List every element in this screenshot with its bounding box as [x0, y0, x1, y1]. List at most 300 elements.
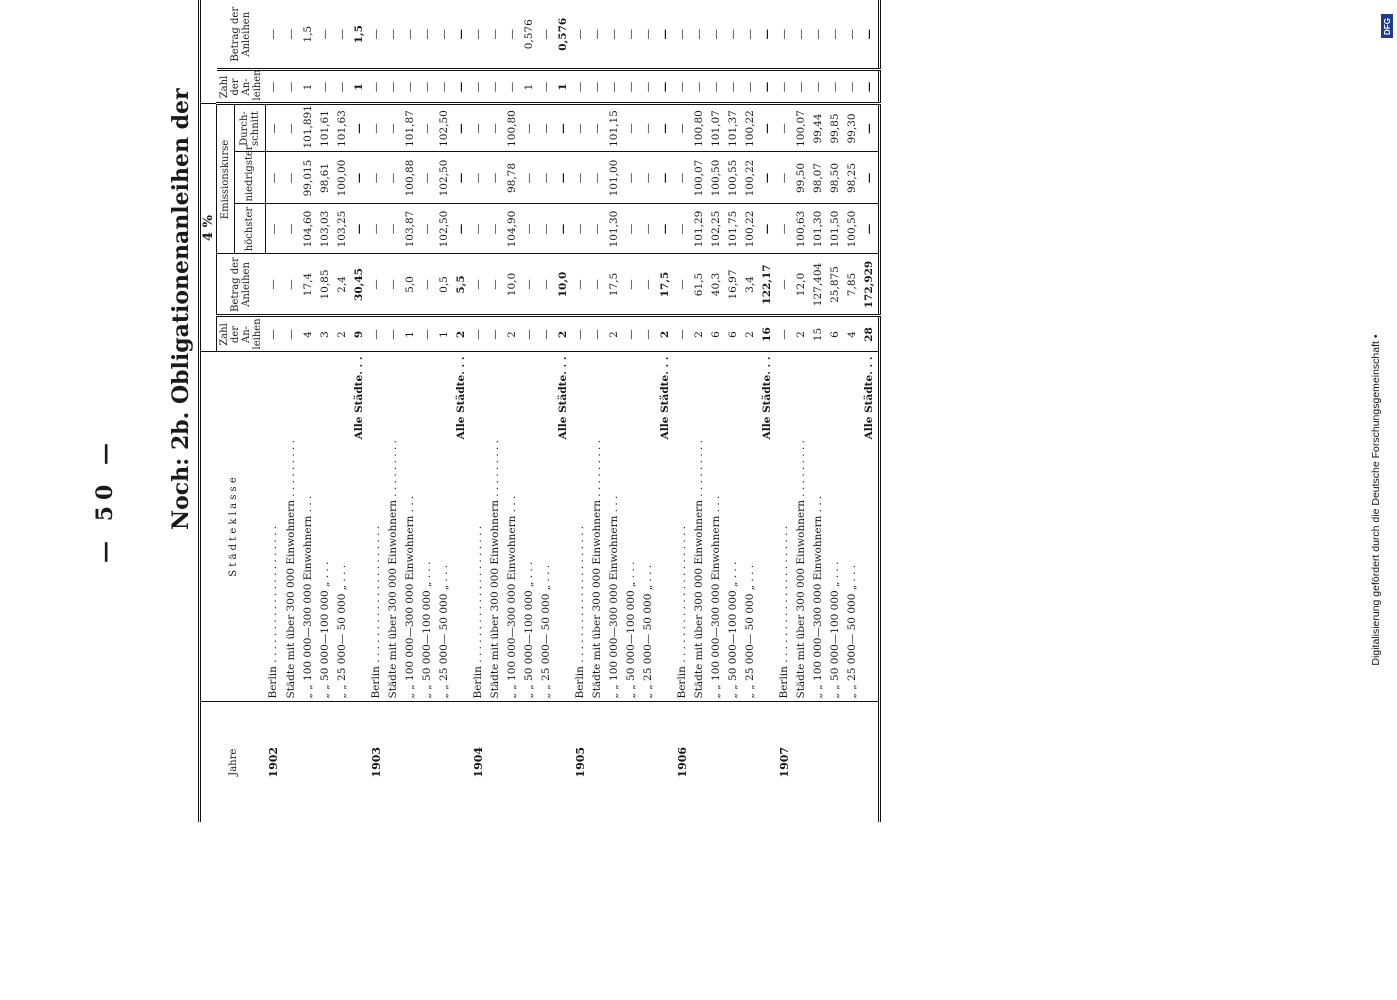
- lowest-rate-cell: —: [861, 152, 880, 204]
- amount-cell: 122,17: [759, 254, 776, 316]
- amount-cell-2: —: [402, 0, 419, 70]
- table-row: [521, 0, 538, 822]
- year-cell: [810, 702, 827, 822]
- lowest-rate-cell: —: [283, 152, 300, 204]
- highest-rate-cell: 103,87: [402, 204, 419, 254]
- lowest-rate-cell: 98,61: [317, 152, 334, 204]
- lowest-rate-cell: —: [521, 152, 538, 204]
- table-row: [810, 0, 827, 822]
- highest-rate-cell: —: [657, 204, 674, 254]
- highest-rate-cell: —: [419, 204, 436, 254]
- lowest-rate-cell: 99,50: [793, 152, 810, 204]
- city-class-cell: „ „ 25 000— 50 000 „ . . .: [844, 352, 861, 702]
- count-cell-2: —: [470, 70, 487, 104]
- count-cell-2: —: [708, 70, 725, 104]
- count-cell-2: 1: [555, 70, 572, 104]
- average-rate-cell: —: [470, 104, 487, 152]
- year-cell: [606, 702, 623, 822]
- count-cell-2: —: [572, 70, 589, 104]
- table-row: [265, 0, 283, 822]
- lowest-rate-cell: —: [657, 152, 674, 204]
- amount-cell: 17,4: [300, 254, 317, 316]
- highest-rate-cell: —: [555, 204, 572, 254]
- count-cell-2: —: [844, 70, 861, 104]
- header-zahl-2: Zahl der An-leihen: [217, 70, 266, 104]
- count-cell: 2: [793, 316, 810, 352]
- average-rate-cell: —: [555, 104, 572, 152]
- highest-rate-cell: 100,22: [742, 204, 759, 254]
- table-row: [283, 0, 300, 822]
- city-class-cell: „ „ 25 000— 50 000 „ . . .: [640, 352, 657, 702]
- highest-rate-cell: —: [351, 204, 368, 254]
- average-rate-cell: 101,07: [708, 104, 725, 152]
- city-class-cell: Berlin . . . . . . . . . . . . . . . . . . . . .: [265, 352, 283, 702]
- table-row: [317, 0, 334, 822]
- lowest-rate-cell: —: [674, 152, 691, 204]
- lowest-rate-cell: 102,50: [436, 152, 453, 204]
- count-cell-2: —: [691, 70, 708, 104]
- count-cell: 15: [810, 316, 827, 352]
- year-cell: 1904: [471, 746, 485, 778]
- average-rate-cell: —: [538, 104, 555, 152]
- average-rate-cell: 101,15: [606, 104, 623, 152]
- table-row: [470, 0, 487, 822]
- average-rate-cell: 101,37: [725, 104, 742, 152]
- city-class-cell: „ „ 100 000—300 000 Einwohnern . . .: [810, 352, 827, 702]
- page-number: — 50 —: [92, 437, 118, 563]
- lowest-rate-cell: 100,50: [708, 152, 725, 204]
- count-cell: —: [572, 316, 589, 352]
- amount-cell-2: —: [776, 0, 793, 70]
- count-cell-2: —: [861, 70, 880, 104]
- table-row: [708, 0, 725, 822]
- highest-rate-cell: —: [776, 204, 793, 254]
- amount-cell: —: [674, 254, 691, 316]
- average-rate-cell: —: [265, 104, 283, 152]
- average-rate-cell: —: [487, 104, 504, 152]
- amount-cell-2: —: [453, 0, 470, 70]
- year-cell: [793, 702, 810, 822]
- highest-rate-cell: 100,63: [793, 204, 810, 254]
- amount-cell-2: —: [265, 0, 283, 70]
- city-class-cell: Alle Städte. . .: [555, 352, 572, 702]
- average-rate-cell: 100,07: [793, 104, 810, 152]
- amount-cell-2: —: [742, 0, 759, 70]
- header-staedteklasse: S t ä d t e k l a s s e: [200, 352, 266, 702]
- city-class-cell: Städte mit über 300 000 Einwohnern . . . . . . . . .: [487, 352, 504, 702]
- count-cell: 4: [300, 316, 317, 352]
- count-cell-2: —: [742, 70, 759, 104]
- city-class-cell: Alle Städte. . .: [861, 352, 880, 702]
- amount-cell-2: —: [691, 0, 708, 70]
- year-cell: [844, 702, 861, 822]
- table-row: [419, 0, 436, 822]
- header-niedrigster: niedrigster: [235, 152, 265, 204]
- average-rate-cell: —: [623, 104, 640, 152]
- amount-cell: —: [776, 254, 793, 316]
- count-cell: 2: [742, 316, 759, 352]
- amount-cell: —: [487, 254, 504, 316]
- highest-rate-cell: 101,30: [810, 204, 827, 254]
- header-jahre: Jahre: [227, 748, 239, 776]
- lowest-rate-cell: —: [368, 152, 385, 204]
- highest-rate-cell: —: [385, 204, 402, 254]
- table-row: [623, 0, 640, 822]
- lowest-rate-cell: —: [470, 152, 487, 204]
- table-row: [300, 0, 317, 822]
- city-class-cell: „ „ 50 000—100 000 „ . . .: [623, 352, 640, 702]
- highest-rate-cell: —: [623, 204, 640, 254]
- year-cell: [317, 702, 334, 822]
- year-cell: 1902: [267, 746, 281, 778]
- count-cell-2: —: [657, 70, 674, 104]
- average-rate-cell: —: [759, 104, 776, 152]
- highest-rate-cell: 104,60: [300, 204, 317, 254]
- highest-rate-cell: —: [572, 204, 589, 254]
- city-class-cell: „ „ 25 000— 50 000 „ . . .: [538, 352, 555, 702]
- count-cell: 6: [725, 316, 742, 352]
- count-cell-2: —: [283, 70, 300, 104]
- average-rate-cell: —: [572, 104, 589, 152]
- count-cell: —: [283, 316, 300, 352]
- count-cell-2: —: [402, 70, 419, 104]
- amount-cell: —: [283, 254, 300, 316]
- count-cell-2: 1: [521, 70, 538, 104]
- amount-cell: 7,85: [844, 254, 861, 316]
- lowest-rate-cell: —: [555, 152, 572, 204]
- average-rate-cell: —: [674, 104, 691, 152]
- highest-rate-cell: 102,25: [708, 204, 725, 254]
- year-cell: [504, 702, 521, 822]
- amount-cell: 10,0: [555, 254, 572, 316]
- amount-cell: 127,404: [810, 254, 827, 316]
- average-rate-cell: —: [521, 104, 538, 152]
- year-cell: [334, 702, 351, 822]
- year-cell: [453, 702, 470, 822]
- average-rate-cell: 99,30: [844, 104, 861, 152]
- amount-cell-2: —: [810, 0, 827, 70]
- lowest-rate-cell: —: [640, 152, 657, 204]
- amount-cell-2: —: [793, 0, 810, 70]
- highest-rate-cell: —: [521, 204, 538, 254]
- amount-cell: 25,875: [827, 254, 844, 316]
- highest-rate-cell: 104,90: [504, 204, 521, 254]
- count-cell: —: [521, 316, 538, 352]
- table-row: [674, 0, 691, 822]
- count-cell: —: [674, 316, 691, 352]
- year-cell: [385, 702, 402, 822]
- count-cell: —: [640, 316, 657, 352]
- count-cell: —: [776, 316, 793, 352]
- table-row: [589, 0, 606, 822]
- amount-cell-2: —: [827, 0, 844, 70]
- count-cell-2: —: [810, 70, 827, 104]
- count-cell: 2: [691, 316, 708, 352]
- count-cell-2: —: [317, 70, 334, 104]
- year-cell: [521, 702, 538, 822]
- highest-rate-cell: —: [453, 204, 470, 254]
- city-class-cell: Alle Städte. . .: [453, 352, 470, 702]
- year-cell: [708, 702, 725, 822]
- lowest-rate-cell: —: [487, 152, 504, 204]
- amount-cell-2: —: [283, 0, 300, 70]
- count-cell-2: —: [504, 70, 521, 104]
- highest-rate-cell: 101,50: [827, 204, 844, 254]
- count-cell-2: —: [453, 70, 470, 104]
- count-cell-2: —: [334, 70, 351, 104]
- highest-rate-cell: —: [589, 204, 606, 254]
- lowest-rate-cell: 98,50: [827, 152, 844, 204]
- table-total-row: [351, 0, 368, 822]
- lowest-rate-cell: —: [453, 152, 470, 204]
- highest-rate-cell: —: [640, 204, 657, 254]
- table-title: Noch: 2b. Obligationenanleihen der: [168, 88, 194, 530]
- lowest-rate-cell: —: [589, 152, 606, 204]
- amount-cell: —: [385, 254, 402, 316]
- count-cell-2: —: [385, 70, 402, 104]
- amount-cell: 3,4: [742, 254, 759, 316]
- bond-issues-table: [198, 0, 881, 822]
- amount-cell: —: [419, 254, 436, 316]
- average-rate-cell: 100,80: [691, 104, 708, 152]
- year-cell: 1905: [573, 746, 587, 778]
- city-class-cell: Berlin . . . . . . . . . . . . . . . . . . . . .: [674, 352, 691, 702]
- highest-rate-cell: 101,30: [606, 204, 623, 254]
- header-durchschnitt: Durch-schnitt: [235, 104, 265, 152]
- amount-cell: 12,0: [793, 254, 810, 316]
- year-cell: [402, 702, 419, 822]
- count-cell: 2: [555, 316, 572, 352]
- year-cell: [657, 702, 674, 822]
- table-total-row: [555, 0, 572, 822]
- amount-cell: 17,5: [606, 254, 623, 316]
- average-rate-cell: —: [640, 104, 657, 152]
- amount-cell-2: —: [674, 0, 691, 70]
- count-cell: 9: [351, 316, 368, 352]
- table-row: [334, 0, 351, 822]
- amount-cell-2: —: [504, 0, 521, 70]
- average-rate-cell: —: [283, 104, 300, 152]
- amount-cell-2: —: [436, 0, 453, 70]
- lowest-rate-cell: 99,015: [300, 152, 317, 204]
- count-cell: 2: [504, 316, 521, 352]
- count-cell: —: [538, 316, 555, 352]
- table-total-row: [453, 0, 470, 822]
- lowest-rate-cell: 100,07: [691, 152, 708, 204]
- amount-cell: —: [572, 254, 589, 316]
- city-class-cell: Städte mit über 300 000 Einwohnern . . . . . . . . .: [691, 352, 708, 702]
- highest-rate-cell: 101,75: [725, 204, 742, 254]
- city-class-cell: Städte mit über 300 000 Einwohnern . . . . . . . . .: [385, 352, 402, 702]
- amount-cell: —: [623, 254, 640, 316]
- amount-cell: 17,5: [657, 254, 674, 316]
- count-cell-2: —: [793, 70, 810, 104]
- lowest-rate-cell: 100,22: [742, 152, 759, 204]
- amount-cell: 5,5: [453, 254, 470, 316]
- count-cell: —: [419, 316, 436, 352]
- table-row: [487, 0, 504, 822]
- year-cell: [623, 702, 640, 822]
- table-row: [504, 0, 521, 822]
- average-rate-cell: 99,85: [827, 104, 844, 152]
- year-cell: [487, 702, 504, 822]
- count-cell: —: [470, 316, 487, 352]
- count-cell: 28: [861, 316, 880, 352]
- year-cell: 1907: [777, 746, 791, 778]
- city-class-cell: „ „ 100 000—300 000 Einwohnern . . .: [504, 352, 521, 702]
- amount-cell: —: [368, 254, 385, 316]
- lowest-rate-cell: —: [759, 152, 776, 204]
- year-cell: [759, 702, 776, 822]
- count-cell-2: —: [623, 70, 640, 104]
- count-cell-2: —: [640, 70, 657, 104]
- amount-cell-2: —: [589, 0, 606, 70]
- average-rate-cell: —: [776, 104, 793, 152]
- city-class-cell: „ „ 50 000—100 000 „ . . .: [827, 352, 844, 702]
- city-class-cell: „ „ 25 000— 50 000 „ . . .: [436, 352, 453, 702]
- table-row: [793, 0, 810, 822]
- lowest-rate-cell: 98,25: [844, 152, 861, 204]
- table-row: [827, 0, 844, 822]
- count-cell: —: [623, 316, 640, 352]
- city-class-cell: Alle Städte. . .: [351, 352, 368, 702]
- lowest-rate-cell: 98,78: [504, 152, 521, 204]
- city-class-cell: „ „ 100 000—300 000 Einwohnern . . .: [708, 352, 725, 702]
- amount-cell: —: [640, 254, 657, 316]
- table-row: [368, 0, 385, 822]
- year-cell: [589, 702, 606, 822]
- table-total-row: [759, 0, 776, 822]
- table-total-row: [657, 0, 674, 822]
- city-class-cell: Berlin . . . . . . . . . . . . . . . . . . . . .: [368, 352, 385, 702]
- city-class-cell: Alle Städte. . .: [657, 352, 674, 702]
- table-row: [844, 0, 861, 822]
- lowest-rate-cell: 98,07: [810, 152, 827, 204]
- amount-cell: —: [521, 254, 538, 316]
- count-cell: 2: [334, 316, 351, 352]
- amount-cell-2: 0,576: [555, 0, 572, 70]
- city-class-cell: „ „ 50 000—100 000 „ . . .: [725, 352, 742, 702]
- count-cell-2: —: [674, 70, 691, 104]
- table-row: [725, 0, 742, 822]
- count-cell-2: —: [436, 70, 453, 104]
- count-cell: —: [487, 316, 504, 352]
- average-rate-cell: 100,22: [742, 104, 759, 152]
- average-rate-cell: —: [351, 104, 368, 152]
- city-class-cell: Städte mit über 300 000 Einwohnern . . . . . . . . .: [589, 352, 606, 702]
- average-rate-cell: —: [368, 104, 385, 152]
- average-rate-cell: —: [657, 104, 674, 152]
- highest-rate-cell: —: [861, 204, 880, 254]
- amount-cell-2: —: [606, 0, 623, 70]
- amount-cell: —: [589, 254, 606, 316]
- year-cell: 1906: [675, 746, 689, 778]
- average-rate-cell: —: [861, 104, 880, 152]
- lowest-rate-cell: 101,00: [606, 152, 623, 204]
- amount-cell-2: —: [844, 0, 861, 70]
- highest-rate-cell: —: [759, 204, 776, 254]
- amount-cell-2: —: [623, 0, 640, 70]
- table-row: [385, 0, 402, 822]
- count-cell-2: 1: [351, 70, 368, 104]
- amount-cell-2: 1,5: [300, 0, 317, 70]
- table-total-row: [861, 0, 880, 822]
- city-class-cell: Berlin . . . . . . . . . . . . . . . . . . . . .: [572, 352, 589, 702]
- digitization-credit: Digitalisierung gefördert durch die Deutsche Forschungsgemeinschaft •: [1370, 334, 1382, 666]
- city-class-cell: „ „ 50 000—100 000 „ . . .: [317, 352, 334, 702]
- city-class-cell: Städte mit über 300 000 Einwohnern . . . . . . . . .: [793, 352, 810, 702]
- highest-rate-cell: —: [283, 204, 300, 254]
- amount-cell-2: —: [385, 0, 402, 70]
- count-cell: 16: [759, 316, 776, 352]
- count-cell: 2: [453, 316, 470, 352]
- lowest-rate-cell: —: [776, 152, 793, 204]
- header-hoechster: höchster: [235, 204, 265, 254]
- amount-cell: 0,5: [436, 254, 453, 316]
- amount-cell-2: —: [334, 0, 351, 70]
- amount-cell: 40,3: [708, 254, 725, 316]
- amount-cell-2: —: [317, 0, 334, 70]
- amount-cell: 30,45: [351, 254, 368, 316]
- highest-rate-cell: 103,25: [334, 204, 351, 254]
- city-class-cell: „ „ 25 000— 50 000 „ . . .: [742, 352, 759, 702]
- average-rate-cell: 101,87: [402, 104, 419, 152]
- count-cell: 4: [844, 316, 861, 352]
- amount-cell-2: 0,576: [521, 0, 538, 70]
- average-rate-cell: 101,63: [334, 104, 351, 152]
- count-cell: —: [368, 316, 385, 352]
- amount-cell: —: [470, 254, 487, 316]
- year-cell: [555, 702, 572, 822]
- header-zahl: Zahl der An-leihen: [217, 316, 266, 352]
- year-cell: [436, 702, 453, 822]
- count-cell-2: —: [419, 70, 436, 104]
- city-class-cell: „ „ 100 000—300 000 Einwohnern . . .: [606, 352, 623, 702]
- city-class-cell: „ „ 100 000—300 000 Einwohnern . . .: [402, 352, 419, 702]
- average-rate-cell: 101,61: [317, 104, 334, 152]
- year-cell: [742, 702, 759, 822]
- table-row: [742, 0, 759, 822]
- highest-rate-cell: —: [470, 204, 487, 254]
- count-cell-2: —: [776, 70, 793, 104]
- lowest-rate-cell: —: [351, 152, 368, 204]
- lowest-rate-cell: —: [419, 152, 436, 204]
- amount-cell-2: —: [368, 0, 385, 70]
- count-cell: 6: [708, 316, 725, 352]
- count-cell: —: [589, 316, 606, 352]
- header-right-group: [200, 0, 217, 104]
- count-cell: —: [385, 316, 402, 352]
- amount-cell-2: 1,5: [351, 0, 368, 70]
- amount-cell: —: [265, 254, 283, 316]
- count-cell-2: —: [538, 70, 555, 104]
- city-class-cell: Berlin . . . . . . . . . . . . . . . . . . . . .: [776, 352, 793, 702]
- count-cell-2: —: [606, 70, 623, 104]
- header-betrag-2: Betrag der Anleihen: [217, 0, 266, 70]
- year-cell: [283, 702, 300, 822]
- city-class-cell: „ „ 100 000—300 000 Einwohnern . . .: [300, 352, 317, 702]
- table-row: [691, 0, 708, 822]
- amount-cell: 10,85: [317, 254, 334, 316]
- lowest-rate-cell: 100,88: [402, 152, 419, 204]
- year-cell: [419, 702, 436, 822]
- highest-rate-cell: —: [487, 204, 504, 254]
- year-cell: [691, 702, 708, 822]
- year-cell: [725, 702, 742, 822]
- average-rate-cell: —: [589, 104, 606, 152]
- year-cell: [861, 702, 880, 822]
- lowest-rate-cell: —: [623, 152, 640, 204]
